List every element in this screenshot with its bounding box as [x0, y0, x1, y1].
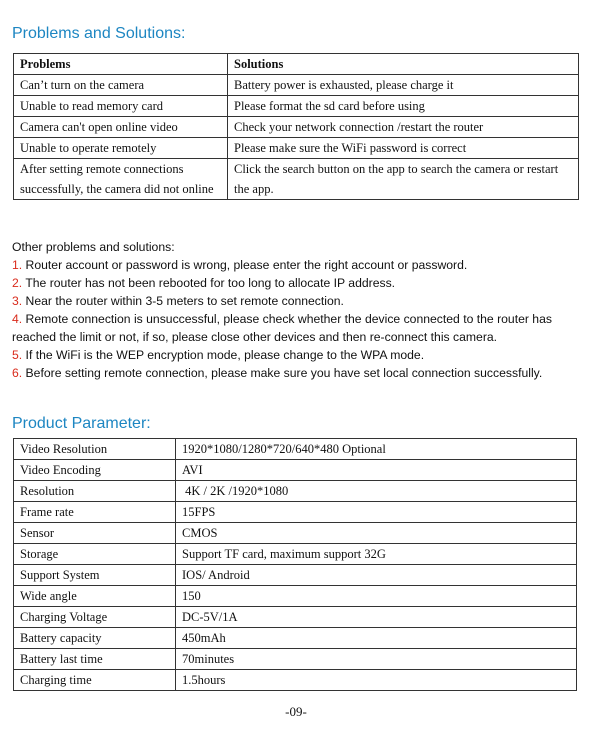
table-row [14, 481, 577, 502]
list-item-number: 4. [12, 312, 23, 326]
problem-cell: After setting remote connections successfully, the camera did not online [14, 159, 228, 200]
solution-cell: Click the search button on the app to search the camera or restart the app. [228, 159, 579, 200]
parameter-name-cell: Wide angle [14, 586, 176, 607]
parameter-name-cell: Resolution [14, 481, 176, 502]
problem-cell: Unable to operate remotely [14, 138, 228, 159]
parameter-name-cell: Support System [14, 565, 176, 586]
parameter-value-cell: IOS/ Android [176, 565, 577, 586]
list-item-text: Near the router within 3-5 meters to set remote connection. [22, 294, 344, 308]
list-item-text: Before setting remote connection, please make sure you have set local connection successfully. [22, 366, 543, 380]
list-item [12, 274, 584, 292]
parameter-value-cell: 70minutes [176, 649, 577, 670]
other-problems-list [12, 256, 584, 382]
parameter-value-cell: 150 [176, 586, 577, 607]
list-item-number: 6. [12, 366, 23, 380]
problem-cell: Camera can't open online video [14, 117, 228, 138]
other-problems-intro: Other problems and solutions: [12, 240, 175, 254]
list-item-text: Remote connection is unsuccessful, please check whether the device connected to the router has reached the limit or not, if so, please close other devices and then re-connect this camera. [12, 312, 552, 344]
table-row [14, 117, 579, 138]
table-row [14, 544, 577, 565]
page-number: -09- [285, 704, 307, 719]
list-item-text: Router account or password is wrong, please enter the right account or password. [22, 258, 468, 272]
table-row [14, 628, 577, 649]
parameter-value-cell: 1920*1080/1280*720/640*480 Optional [176, 439, 577, 460]
list-item-text: If the WiFi is the WEP encryption mode, please change to the WPA mode. [22, 348, 425, 362]
list-item-number: 5. [12, 348, 23, 362]
problems-heading: Problems and Solutions: [12, 25, 186, 42]
list-item-number: 2. [12, 276, 23, 290]
table-row [14, 670, 577, 691]
other-problems-section [12, 238, 584, 382]
parameter-value-cell: 4K / 2K /1920*1080 [176, 481, 577, 502]
problems-table [13, 53, 579, 200]
parameters-table [13, 438, 577, 691]
table-row [14, 75, 579, 96]
table-row [14, 607, 577, 628]
table-header-row [14, 54, 579, 75]
parameter-value-cell: AVI [176, 460, 577, 481]
parameter-name-cell: Battery last time [14, 649, 176, 670]
list-item [12, 310, 584, 346]
problem-cell: Unable to read memory card [14, 96, 228, 117]
list-item-number: 3. [12, 294, 23, 308]
table-row [14, 586, 577, 607]
parameter-name-cell: Charging Voltage [14, 607, 176, 628]
list-item [12, 346, 584, 364]
table-row [14, 159, 579, 200]
table-row [14, 138, 579, 159]
parameter-value-cell: CMOS [176, 523, 577, 544]
solution-cell: Check your network connection /restart the router [228, 117, 579, 138]
parameter-value-cell: DC-5V/1A [176, 607, 577, 628]
parameter-name-cell: Video Resolution [14, 439, 176, 460]
table-row [14, 523, 577, 544]
table-row [14, 96, 579, 117]
parameters-heading: Product Parameter: [12, 415, 151, 432]
parameter-value-cell: Support TF card, maximum support 32G [176, 544, 577, 565]
parameter-value-cell: 1.5hours [176, 670, 577, 691]
solution-cell: Please make sure the WiFi password is correct [228, 138, 579, 159]
column-header-solutions: Solutions [228, 54, 579, 75]
table-row [14, 649, 577, 670]
table-row [14, 502, 577, 523]
parameter-name-cell: Video Encoding [14, 460, 176, 481]
table-row [14, 460, 577, 481]
parameter-name-cell: Charging time [14, 670, 176, 691]
parameter-name-cell: Storage [14, 544, 176, 565]
solution-cell: Please format the sd card before using [228, 96, 579, 117]
parameter-name-cell: Battery capacity [14, 628, 176, 649]
table-row [14, 439, 577, 460]
column-header-problems: Problems [14, 54, 228, 75]
list-item-number: 1. [12, 258, 23, 272]
parameter-name-cell: Frame rate [14, 502, 176, 523]
parameter-value-cell: 450mAh [176, 628, 577, 649]
solution-cell: Battery power is exhausted, please charge it [228, 75, 579, 96]
list-item [12, 256, 584, 274]
list-item-text: The router has not been rebooted for too long to allocate IP address. [22, 276, 396, 290]
list-item [12, 292, 584, 310]
list-item [12, 364, 584, 382]
problem-cell: Can’t turn on the camera [14, 75, 228, 96]
table-row [14, 565, 577, 586]
parameter-name-cell: Sensor [14, 523, 176, 544]
parameter-value-cell: 15FPS [176, 502, 577, 523]
